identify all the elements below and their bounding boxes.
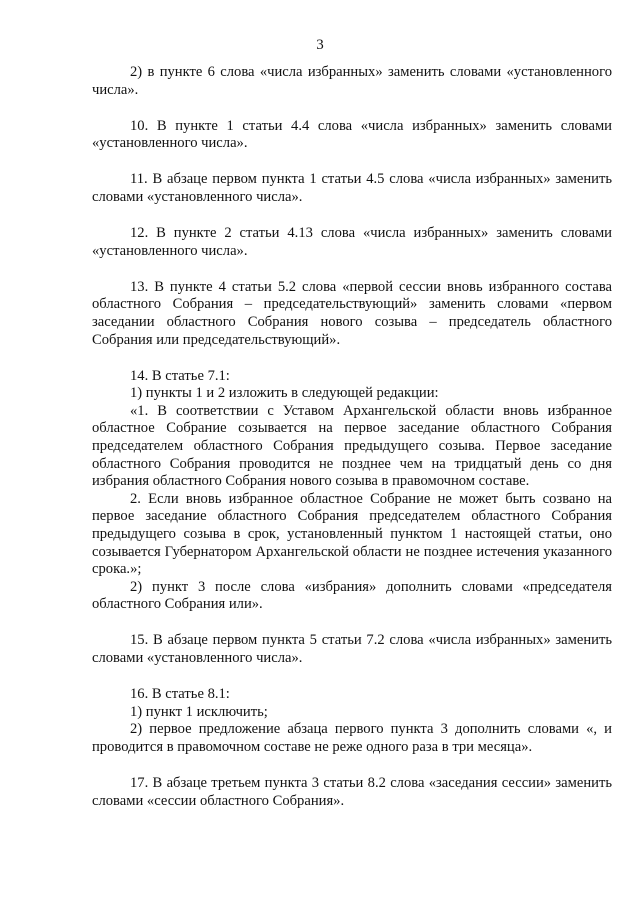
paragraph-item-17: 17. В абзаце третьем пункта 3 статьи 8.2 слова «заседания сессии» заменить словами «сессии областного Собрания». xyxy=(92,775,612,809)
paragraph-item-12: 12. В пункте 2 статьи 4.13 слова «числа избранных» заменить словами «установленного числа». xyxy=(92,225,612,259)
page-number: 3 xyxy=(316,37,324,53)
paragraph-item-14-subitem-2: 2) пункт 3 после слова «избрания» дополнить словами «председателя областного Собрания или». xyxy=(92,578,612,613)
paragraph-item-11: 11. В абзаце первом пункта 1 статьи 4.5 слова «числа избранных» заменить словами «установленного числа». xyxy=(92,171,612,205)
paragraph-item-14-quote-1: «1. В соответствии с Уставом Архангельской области вновь избранное областное Собрание созывается на первое заседание областного Собрания председателем областного Собрания предыдущего созыва. Первое заседание областного Собрания проводится не позднее чем на тридцатый день со дня избрания областного Собрания нового созыва в правомочном составе. xyxy=(92,402,612,490)
paragraph-item-14-subitem-1: 1) пункты 1 и 2 изложить в следующей редакции: xyxy=(130,385,439,402)
paragraph-item-14-quote-2: 2. Если вновь избранное областное Собрание не может быть созвано на первое заседание областного Собрания председателем областного Собрания предыдущего созыва в срок, установленный пунктом 1 настоящей статьи, оно созывается Губернатором Архангельской области не позднее истечения указанного срока.»; xyxy=(92,490,612,578)
paragraph-item-15: 15. В абзаце первом пункта 5 статьи 7.2 слова «числа избранных» заменить словами «установленного числа». xyxy=(92,632,612,667)
paragraph-item-14-heading: 14. В статье 7.1: xyxy=(130,367,230,384)
document-body xyxy=(92,64,612,810)
paragraph-item-16-subitem-2: 2) первое предложение абзаца первого пункта 3 дополнить словами «, и проводится в правомочном составе не реже одного раза в три месяца». xyxy=(92,721,612,755)
paragraph-item-2: 2) в пункте 6 слова «числа избранных» заменить словами «установленного числа». xyxy=(92,64,612,98)
paragraph-item-10: 10. В пункте 1 статьи 4.4 слова «числа избранных» заменить словами «установленного числа». xyxy=(92,117,612,152)
paragraph-item-16-subitem-1: 1) пункт 1 исключить; xyxy=(130,703,268,720)
paragraph-item-16-heading: 16. В статье 8.1: xyxy=(130,686,230,703)
paragraph-item-13: 13. В пункте 4 статьи 5.2 слова «первой сессии вновь избранного состава областного Собрания – председательствующий» заменить словами «первом заседании областного Собрания нового созыва – председатель областного Собрания или председательствующий». xyxy=(92,278,612,348)
